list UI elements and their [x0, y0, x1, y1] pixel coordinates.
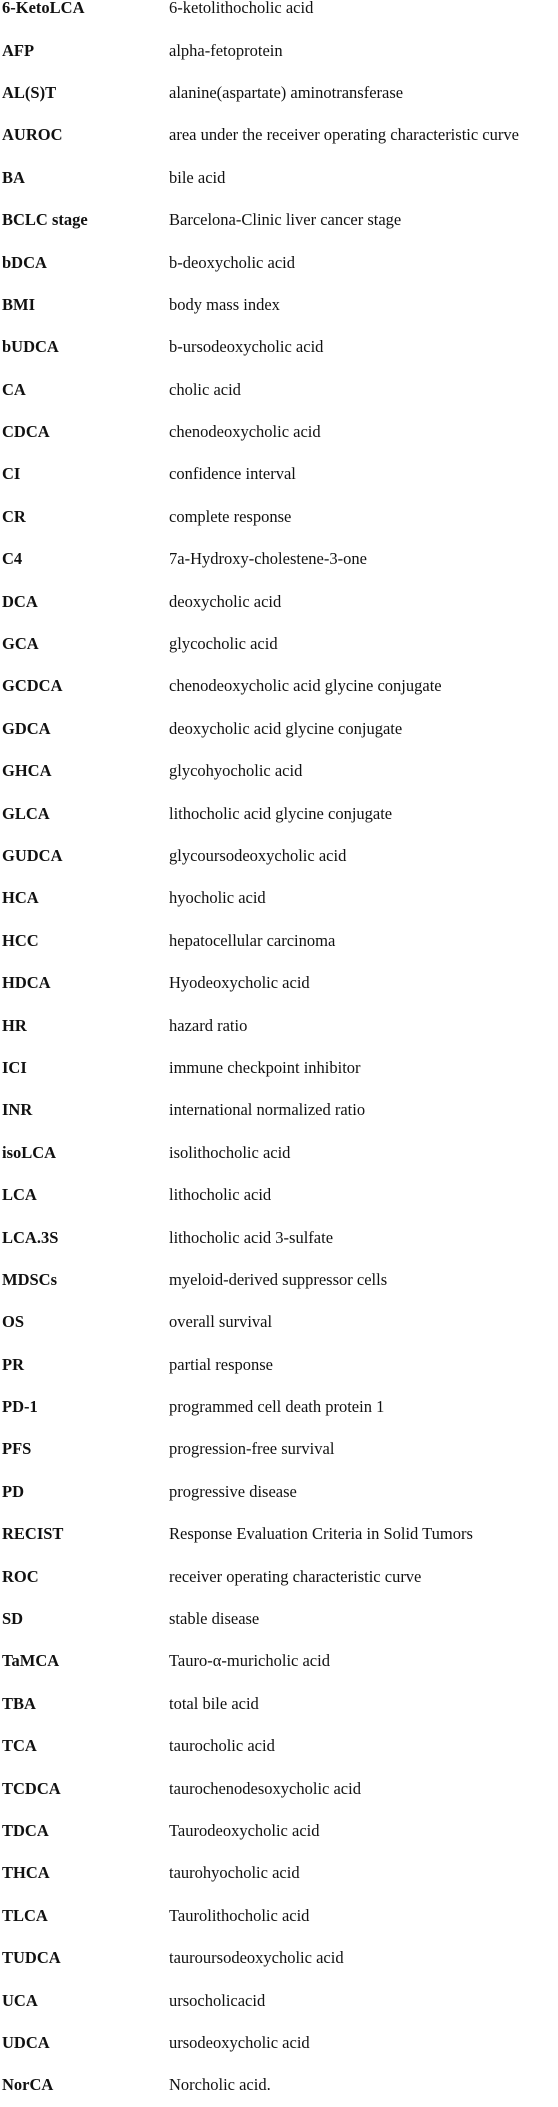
abbreviation-definition: immune checkpoint inhibitor [169, 1057, 361, 1077]
abbreviation-definition: hazard ratio [169, 1015, 248, 1035]
abbreviation-term: GHCA [2, 761, 52, 781]
abbreviation-term: TUDCA [2, 1948, 61, 1968]
abbreviation-row [0, 835, 558, 877]
abbreviation-row [0, 1047, 558, 1089]
abbreviation-row [0, 962, 558, 1004]
abbreviation-term: CR [2, 506, 26, 526]
abbreviation-definition: programmed cell death protein 1 [169, 1397, 385, 1417]
abbreviation-term: GUDCA [2, 846, 63, 865]
abbreviation-row [0, 72, 558, 114]
abbreviation-definition: overall survival [169, 1312, 273, 1332]
abbreviation-term: 6-KetoLCA [2, 0, 85, 18]
abbreviation-term: bDCA [2, 252, 47, 272]
abbreviation-term: TDCA [2, 1820, 49, 1840]
abbreviation-definition: myeloid-derived suppressor cells [169, 1269, 388, 1289]
abbreviation-definition: b-deoxycholic acid [169, 252, 295, 272]
abbreviation-row [0, 1895, 558, 1937]
abbreviation-definition: 6-ketolithocholic acid [169, 0, 314, 18]
abbreviation-definition: chenodeoxycholic acid [169, 422, 321, 442]
abbreviation-term: AUROC [2, 125, 63, 145]
abbreviation-row [0, 538, 558, 580]
abbreviation-row [0, 1767, 558, 1809]
abbreviation-term: TaMCA [2, 1651, 60, 1671]
abbreviation-definition: isolithocholic acid [169, 1142, 291, 1162]
abbreviation-term: NorCA [2, 2075, 54, 2095]
abbreviation-definition: glycocholic acid [169, 634, 278, 654]
abbreviation-term: BMI [2, 294, 35, 314]
abbreviation-term: ROC [2, 1566, 39, 1586]
abbreviation-row [0, 1004, 558, 1046]
abbreviation-definition: receiver operating characteristic curve [169, 1566, 422, 1586]
abbreviation-term: TCDCA [2, 1778, 61, 1798]
abbreviation-definition: cholic acid [169, 379, 241, 399]
abbreviation-definition: ursocholicacid [169, 1990, 266, 2010]
abbreviation-definition: Tauro-α-muricholic acid [169, 1651, 330, 1671]
abbreviation-definition: Barcelona-Clinic liver cancer stage [169, 210, 402, 230]
abbreviation-term: GDCA [2, 718, 51, 738]
abbreviation-definition: complete response [169, 506, 292, 526]
abbreviation-term: TCA [2, 1736, 37, 1756]
abbreviation-row [0, 1089, 558, 1131]
abbreviation-definition: Taurodeoxycholic acid [169, 1820, 320, 1840]
abbreviation-row [0, 496, 558, 538]
abbreviation-definition: chenodeoxycholic acid glycine conjugate [169, 676, 442, 696]
abbreviation-definition: progression-free survival [169, 1439, 335, 1459]
abbreviation-definition: bile acid [169, 167, 226, 187]
abbreviation-definition: 7a-Hydroxy-cholestene-3-one [169, 549, 367, 569]
abbreviation-row [0, 1344, 558, 1386]
abbreviation-term: PD-1 [2, 1397, 38, 1417]
abbreviation-term: LCA.3S [2, 1227, 59, 1247]
abbreviation-term: AFP [2, 40, 35, 60]
abbreviation-term: BCLC stage [2, 210, 88, 230]
abbreviation-term: GCDCA [2, 676, 63, 696]
abbreviation-row [0, 114, 558, 156]
abbreviation-definition: total bile acid [169, 1693, 259, 1713]
abbreviation-term: UDCA [2, 2032, 50, 2052]
abbreviation-definition: Response Evaluation Criteria in Solid Tumors [169, 1524, 473, 1544]
abbreviation-row [0, 1513, 558, 1555]
abbreviation-term: UCA [2, 1990, 38, 2010]
abbreviation-row [0, 199, 558, 241]
abbreviation-row [0, 1852, 558, 1894]
abbreviation-term: CI [2, 464, 21, 484]
abbreviation-row [0, 1810, 558, 1852]
abbreviation-definition: lithocholic acid [169, 1185, 272, 1205]
abbreviation-term: CDCA [2, 422, 50, 442]
abbreviation-row [0, 1259, 558, 1301]
abbreviation-term: GCA [2, 634, 39, 654]
abbreviation-row [0, 580, 558, 622]
abbreviation-definition: glycoursodeoxycholic acid [169, 846, 347, 865]
abbreviation-definition: lithocholic acid 3-sulfate [169, 1227, 334, 1247]
abbreviation-definition: lithocholic acid glycine conjugate [169, 803, 393, 823]
abbreviation-row [0, 1683, 558, 1725]
abbreviation-definition: deoxycholic acid [169, 591, 282, 611]
abbreviation-row [0, 1598, 558, 1640]
abbreviation-definition: tauroursodeoxycholic acid [169, 1948, 344, 1968]
abbreviation-term: bUDCA [2, 337, 59, 357]
abbreviation-definition: taurocholic acid [169, 1736, 275, 1756]
abbreviation-term: PD [2, 1481, 24, 1501]
abbreviation-row [0, 29, 558, 71]
abbreviation-row [0, 1725, 558, 1767]
abbreviation-row [0, 453, 558, 495]
abbreviation-row [0, 1132, 558, 1174]
abbreviation-term: RECIST [2, 1524, 64, 1544]
abbreviation-row [0, 411, 558, 453]
abbreviation-term: DCA [2, 591, 38, 611]
abbreviation-term: SD [2, 1609, 24, 1629]
abbreviation-definition: partial response [169, 1354, 274, 1374]
abbreviation-term: OS [2, 1312, 25, 1332]
abbreviation-row [0, 1555, 558, 1597]
abbreviation-term: C4 [2, 549, 23, 569]
abbreviation-definition: b-ursodeoxycholic acid [169, 337, 324, 357]
abbreviation-row [0, 241, 558, 283]
abbreviation-row [0, 2064, 558, 2106]
abbreviation-term: ICI [2, 1057, 27, 1077]
abbreviation-row [0, 792, 558, 834]
abbreviation-row [0, 920, 558, 962]
abbreviation-term: isoLCA [2, 1142, 57, 1162]
abbreviation-term: TBA [2, 1693, 36, 1713]
abbreviation-definition: international normalized ratio [169, 1100, 366, 1120]
abbreviation-definition: confidence interval [169, 464, 296, 484]
abbreviation-definition: stable disease [169, 1609, 260, 1629]
abbreviation-row [0, 369, 558, 411]
abbreviation-term: PR [2, 1354, 24, 1374]
abbreviation-definition: alpha-fetoprotein [169, 40, 283, 60]
abbreviation-definition: hepatocellular carcinoma [169, 930, 336, 950]
abbreviation-row [0, 1216, 558, 1258]
abbreviation-row [0, 1937, 558, 1979]
abbreviation-term: INR [2, 1100, 33, 1120]
abbreviation-term: PFS [2, 1439, 32, 1459]
abbreviation-row [0, 1640, 558, 1682]
abbreviation-row [0, 623, 558, 665]
abbreviation-term: AL(S)T [2, 82, 57, 102]
abbreviation-definition: deoxycholic acid glycine conjugate [169, 718, 403, 738]
abbreviation-definition: Taurolithocholic acid [169, 1905, 310, 1925]
abbreviation-term: TLCA [2, 1905, 48, 1925]
abbreviation-row [0, 1471, 558, 1513]
abbreviation-definition: alanine(aspartate) aminotransferase [169, 82, 404, 102]
abbreviation-term: LCA [2, 1185, 37, 1205]
abbreviation-row [0, 1428, 558, 1470]
abbreviation-term: GLCA [2, 803, 50, 823]
abbreviation-row [0, 2022, 558, 2064]
abbreviation-term: THCA [2, 1863, 50, 1883]
abbreviation-definition: glycohyocholic acid [169, 761, 303, 781]
abbreviation-row [0, 1979, 558, 2021]
abbreviation-term: HCA [2, 888, 39, 908]
abbreviation-definition: taurohyocholic acid [169, 1863, 300, 1883]
abbreviation-definition: progressive disease [169, 1481, 297, 1501]
abbreviation-row [0, 1386, 558, 1428]
abbreviation-term: HCC [2, 930, 39, 950]
abbreviation-term: CA [2, 379, 26, 399]
abbreviation-row [0, 1301, 558, 1343]
abbreviation-row [0, 665, 558, 707]
abbreviation-row [0, 877, 558, 919]
abbreviation-term: BA [2, 167, 25, 187]
abbreviation-row [0, 326, 558, 368]
abbreviation-definition: Norcholic acid. [169, 2075, 271, 2095]
abbreviation-definition: hyocholic acid [169, 888, 266, 908]
abbreviation-definition: taurochenodesoxycholic acid [169, 1778, 361, 1798]
abbreviation-definition: body mass index [169, 294, 280, 314]
abbreviation-row [0, 1174, 558, 1216]
abbreviation-definition: Hyodeoxycholic acid [169, 973, 310, 993]
abbreviation-row [0, 284, 558, 326]
abbreviation-term: HR [2, 1015, 27, 1035]
abbreviation-row [0, 750, 558, 792]
abbreviation-row [0, 157, 558, 199]
abbreviation-definition: ursodeoxycholic acid [169, 2032, 310, 2052]
abbreviation-term: MDSCs [2, 1269, 58, 1289]
abbreviation-row [0, 708, 558, 750]
abbreviation-definition: area under the receiver operating characteristic curve [169, 125, 519, 145]
abbreviation-term: HDCA [2, 973, 51, 993]
abbreviation-row [0, 0, 558, 29]
